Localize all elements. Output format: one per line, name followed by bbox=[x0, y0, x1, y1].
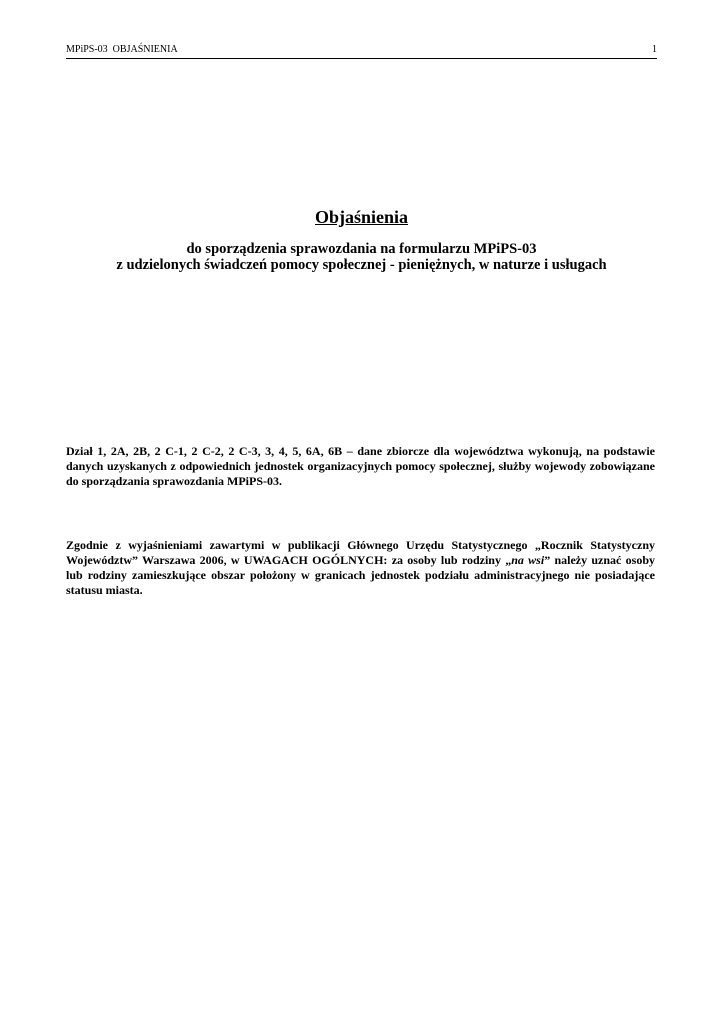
subtitle-line-1: do sporządzenia sprawozdania na formularzu MPiPS-03 bbox=[186, 241, 537, 257]
header-page-number: 1 bbox=[652, 44, 657, 55]
subtitle-line-2: z udzielonych świadczeń pomocy społecznej - pieniężnych, w naturze i usługach bbox=[116, 257, 607, 273]
page-header bbox=[66, 44, 657, 59]
paragraph-rural-definition-before: Zgodnie z wyjaśnieniami zawartymi w publikacji Głównego Urzędu Statystycznego „Rocznik Statystyczny Województw” Warszawa 2006, w UWAGACH OGÓLNYCH: za osoby lub rodziny „ bbox=[66, 538, 655, 567]
paragraph-rural-definition bbox=[66, 538, 655, 598]
document-title: Objaśnienia bbox=[314, 207, 409, 227]
header-document-label: MPiPS-03 OBJAŚNIENIA bbox=[66, 44, 178, 55]
document-subtitle bbox=[66, 241, 657, 273]
paragraph-rural-definition-emphasis: na wsi bbox=[511, 553, 545, 567]
paragraph-rural-definition-after: ” należy uznać osoby lub rodziny zamieszkujące obszar położony w granicach jednostek podziału administracyjnego nie posiadające statusu miasta. bbox=[66, 553, 655, 597]
paragraph-sections-note: Dział 1, 2A, 2B, 2 C-1, 2 C-2, 2 C-3, 3, 4, 5, 6A, 6B – dane zbiorcze dla województwa wykonują, na podstawie danych uzyskanych z odpowiednich jednostek organizacyjnych pomocy społecznej, służby wojewody zobowiązane do sporządzania sprawozdania MPiPS-03. bbox=[66, 444, 655, 488]
